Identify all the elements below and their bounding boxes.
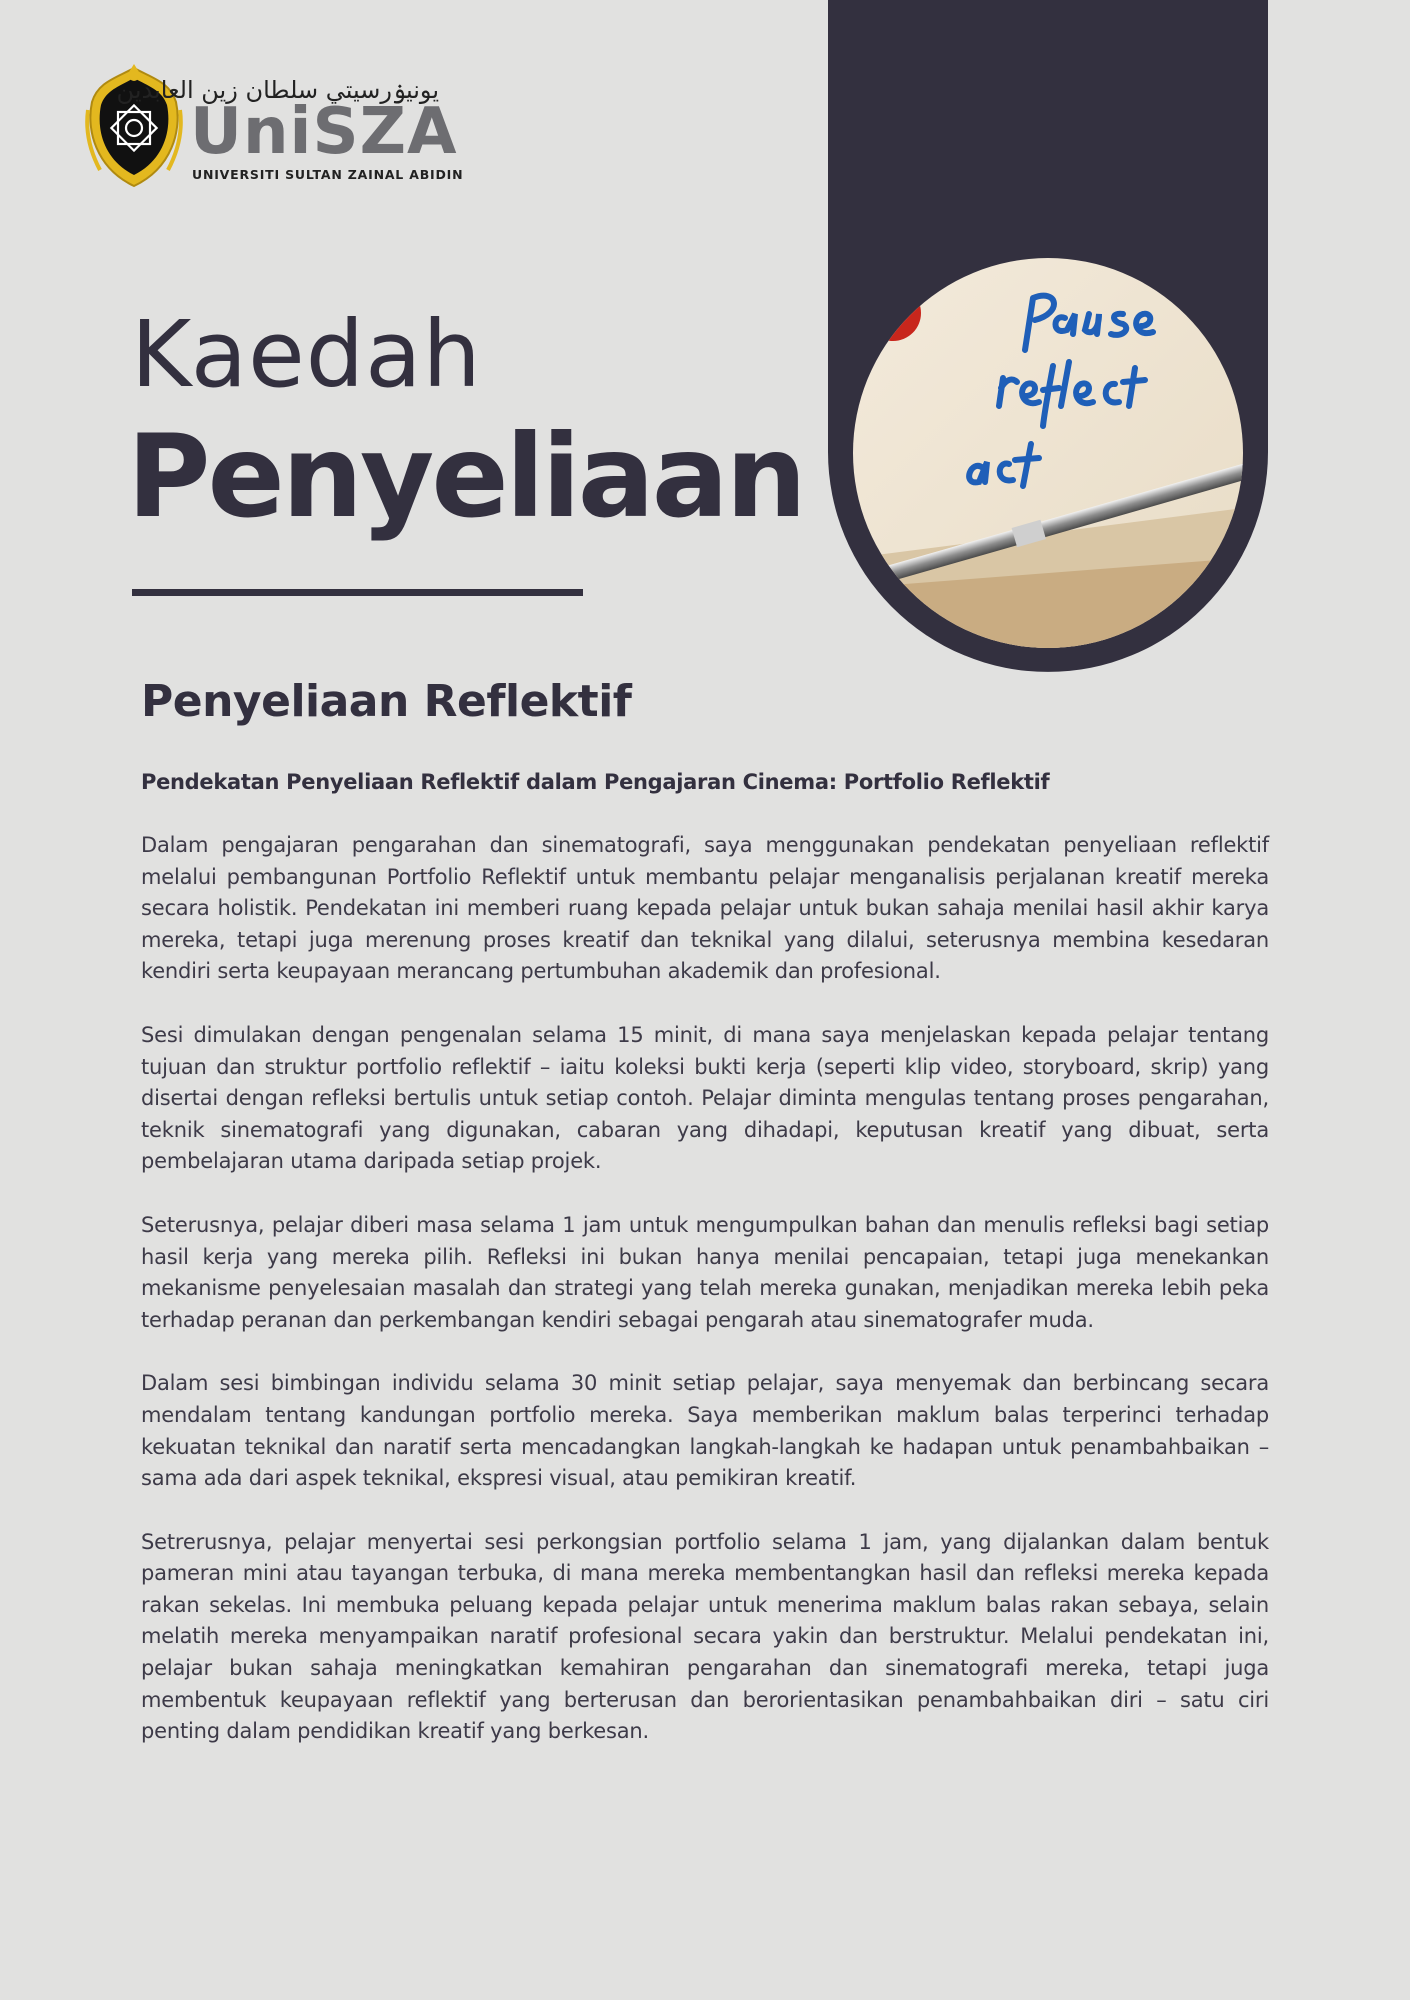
paragraph-1: Dalam pengajaran pengarahan dan sinematografi, saya menggunakan pendekatan penyeliaan reflektif melalui pembangunan Portfolio Reflektif untuk membantu pelajar menganalisis perjalanan kreatif mereka secara holistik. Pendekatan ini memberi ruang kepada pelajar untuk bukan sahaja menilai hasil akhir karya mereka, tetapi juga merenung proses kreatif dan teknikal yang dilalui, seterusnya membina kesedaran kendiri serta keupayaan merancang pertumbuhan akademik dan profesional.: [141, 833, 1269, 984]
content-section: [141, 670, 1269, 1748]
section-subheading: Pendekatan Penyeliaan Reflektif dalam Pengajaran Cinema: Portfolio Reflektif: [141, 770, 1050, 794]
university-logo: [84, 60, 464, 195]
reflect-photo: [853, 258, 1243, 648]
logo-subtitle: UNIVERSITI SULTAN ZAINAL ABIDIN: [192, 167, 464, 182]
logo-wordmark: UniSZA: [190, 95, 458, 169]
section-heading: Penyeliaan Reflektif: [141, 676, 632, 727]
paragraph-2: Sesi dimulakan dengan pengenalan selama 15 minit, di mana saya menjelaskan kepada pelajar tentang tujuan dan struktur portfolio reflektif – iaitu koleksi bukti kerja (seperti klip video, storyboard, skrip) yang disertai dengan refleksi bertulis untuk setiap contoh. Pelajar diminta mengulas tentang proses pengarahan, teknik sinematografi yang digunakan, cabaran yang dihadapi, keputusan kreatif yang dibuat, serta pembelajaran utama daripada setiap projek.: [141, 1022, 1269, 1174]
title-underline: [132, 589, 583, 596]
logo-arabic-text: يونيۏرسيتي سلطان زين العابدين: [116, 76, 439, 104]
paragraph-3: Seterusnya, pelajar diberi masa selama 1 jam untuk mengumpulkan bahan dan menulis refleksi bagi setiap hasil kerja yang mereka pilih. Refleksi ini bukan hanya menilai pencapaian, tetapi juga menekankan mekanisme penyelesaian masalah dan strategi yang telah mereka gunakan, menjadikan mereka lebih peka terhadap peranan dan perkembangan kendiri sebagai pengarah atau sinematografer muda.: [141, 1212, 1269, 1332]
title-penyeliaan: Penyeliaan: [127, 410, 804, 543]
paragraph-4: Dalam sesi bimbingan individu selama 30 minit setiap pelajar, saya menyemak dan berbincang secara mendalam tentang kandungan portfolio mereka. Saya memberikan maklum balas terperinci terhadap kekuatan teknikal dan naratif serta mencadangkan langkah-langkah ke hadapan untuk penambahbaikan – sama ada dari aspek teknikal, ekspresi visual, atau pemikiran kreatif.: [141, 1371, 1269, 1491]
paragraph-5: Setrerusnya, pelajar menyertai sesi perkongsian portfolio selama 1 jam, yang dijalankan dalam bentuk pameran mini atau tayangan terbuka, di mana mereka membentangkan hasil dan refleksi mereka kepada rakan sekelas. Ini membuka peluang kepada pelajar untuk menerima maklum balas rakan sebaya, selain melatih mereka menyampaikan naratif profesional secara yakin dan berstruktur. Melalui pendekatan ini, pelajar bukan sahaja meningkatkan kemahiran pengarahan dan sinematografi mereka, tetapi juga membentuk keupayaan reflektif yang berterusan dan berorientasikan penambahbaikan diri – satu ciri penting dalam pendidikan kreatif yang berkesan.: [141, 1529, 1269, 1744]
title-kaedah: Kaedah: [131, 301, 482, 408]
